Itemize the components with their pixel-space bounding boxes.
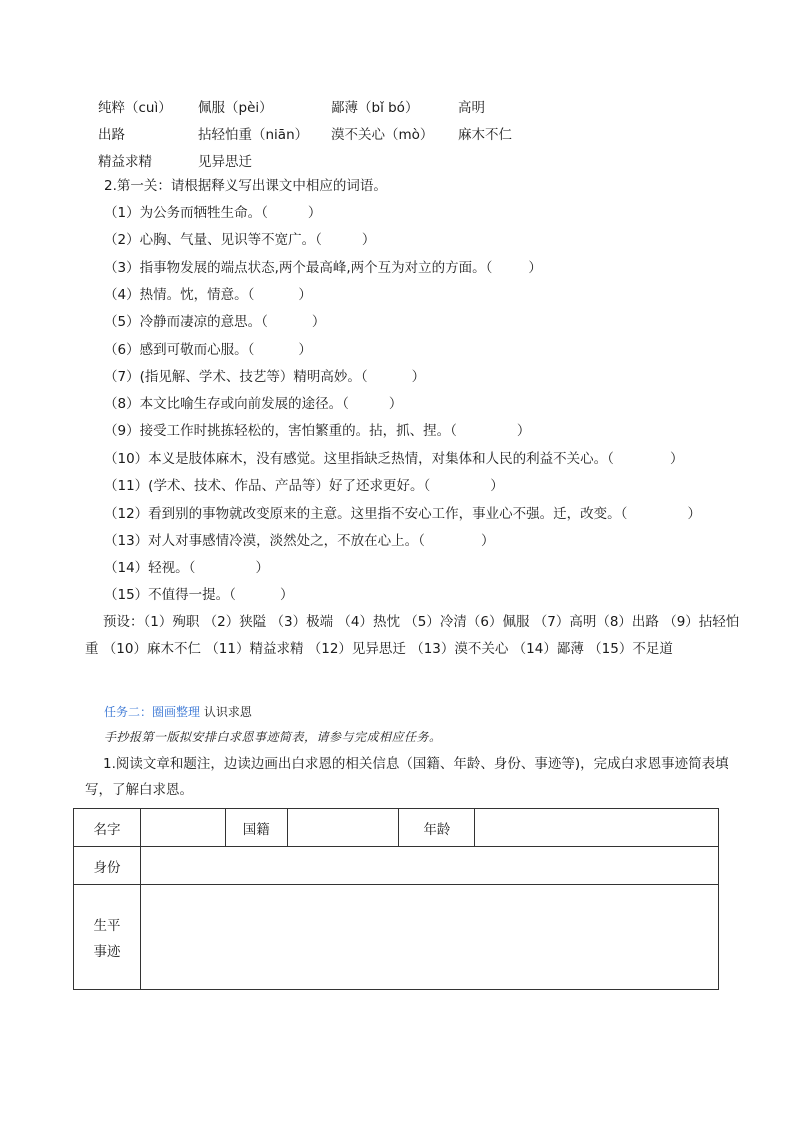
- definition-item: （14）轻视。（ ）: [104, 560, 269, 576]
- vocab-word: 漠不关心（mò）: [331, 127, 434, 143]
- definition-item: （3）指事物发展的端点状态,两个最高峰,两个互为对立的方面。（ ）: [104, 260, 542, 276]
- definition-item: （12）看到别的事物就改变原来的主意。这里指不安心工作，事业心不强。迁，改变。（ ）: [104, 506, 701, 522]
- definition-item: （11）(学术、技术、作品、产品等）好了还求更好。（ ）: [104, 478, 504, 494]
- identity-cell[interactable]: [140, 847, 718, 885]
- task-two-lead: 任务二：圈画整理: [104, 705, 201, 719]
- definition-item: （2）心胸、气量、见识等不宽广。（ ）: [104, 232, 376, 248]
- name-cell[interactable]: [140, 809, 225, 847]
- bethune-profile-table: [73, 808, 719, 990]
- vocab-word: 精益求精: [98, 154, 152, 170]
- preset-text: （1）殉职 （2）狭隘 （3）极端 （4）热忱 （5）冷清（6）佩服 （7）高明（8）出路 （9）拈轻怕重 （10）麻木不仁 （11）精益求精 （12）见异思迁 （13）漠不关心 （14）鄙薄 （15）不足道: [85, 614, 740, 657]
- vocab-word: 佩服（pèi）: [198, 100, 273, 116]
- deeds-cell[interactable]: [140, 885, 718, 990]
- task-two-instruction: 1.阅读文章和题注，边读边画出白求恩的相关信息（国籍、年龄、身份、事迹等)，完成白求恩事迹简表填写，了解白求恩。: [85, 756, 729, 798]
- age-label: 年龄: [399, 809, 475, 847]
- definition-item: （1）为公务而牺牲生命。（ ）: [104, 205, 322, 221]
- definition-item: （6）感到可敬而心服。（ ）: [104, 342, 312, 358]
- vocab-word: 高明: [458, 100, 485, 116]
- definition-item: （5）冷静而凄凉的意思。（ ）: [104, 314, 326, 330]
- nationality-label: 国籍: [225, 809, 287, 847]
- table-row: [74, 885, 719, 990]
- definition-item: （8）本文比喻生存或向前发展的途径。（ ）: [104, 396, 403, 412]
- vocab-word: 出路: [98, 127, 125, 143]
- vocab-word: 鄙薄（bǐ bó）: [331, 100, 419, 116]
- vocab-word: 见异思迁: [198, 154, 252, 170]
- identity-label: 身份: [74, 847, 141, 885]
- definition-item: （9）接受工作时挑拣轻松的，害怕繁重的。拈，抓、捏。（ ）: [104, 423, 531, 439]
- table-row: [74, 809, 719, 847]
- vocab-word: 麻木不仁: [458, 127, 512, 143]
- preset-label: 预设：: [103, 614, 144, 630]
- level-one-heading: 2.第一关：请根据释义写出课文中相应的词语。: [104, 178, 387, 194]
- definition-item: （4）热情。忱，情意。（ ）: [104, 287, 312, 303]
- deeds-label: 生平 事迹: [74, 885, 141, 990]
- vocab-word: 拈轻怕重（niān）: [198, 127, 309, 143]
- task-two-note: 手抄报第一版拟安排白求恩事迹简表，请参与完成相应任务。: [104, 730, 442, 744]
- definition-item: （15）不值得一提。（ ）: [104, 587, 294, 603]
- name-label: 名字: [74, 809, 141, 847]
- age-cell[interactable]: [475, 809, 719, 847]
- table-row: [74, 847, 719, 885]
- vocab-word: 纯粹（cuì）: [98, 100, 172, 116]
- task-two-title: [104, 703, 252, 720]
- definition-item: （7）(指见解、学术、技艺等）精明高妙。（ ）: [104, 369, 426, 385]
- definition-item: （10）本义是肢体麻木，没有感觉。这里指缺乏热情，对集体和人民的利益不关心。（ ）: [104, 451, 684, 467]
- task-two-rest: 认识求恩: [200, 705, 252, 719]
- nationality-cell[interactable]: [287, 809, 399, 847]
- definition-item: （13）对人对事感情冷漠，淡然处之，不放在心上。（ ）: [104, 533, 495, 549]
- preset-answers: [85, 609, 745, 663]
